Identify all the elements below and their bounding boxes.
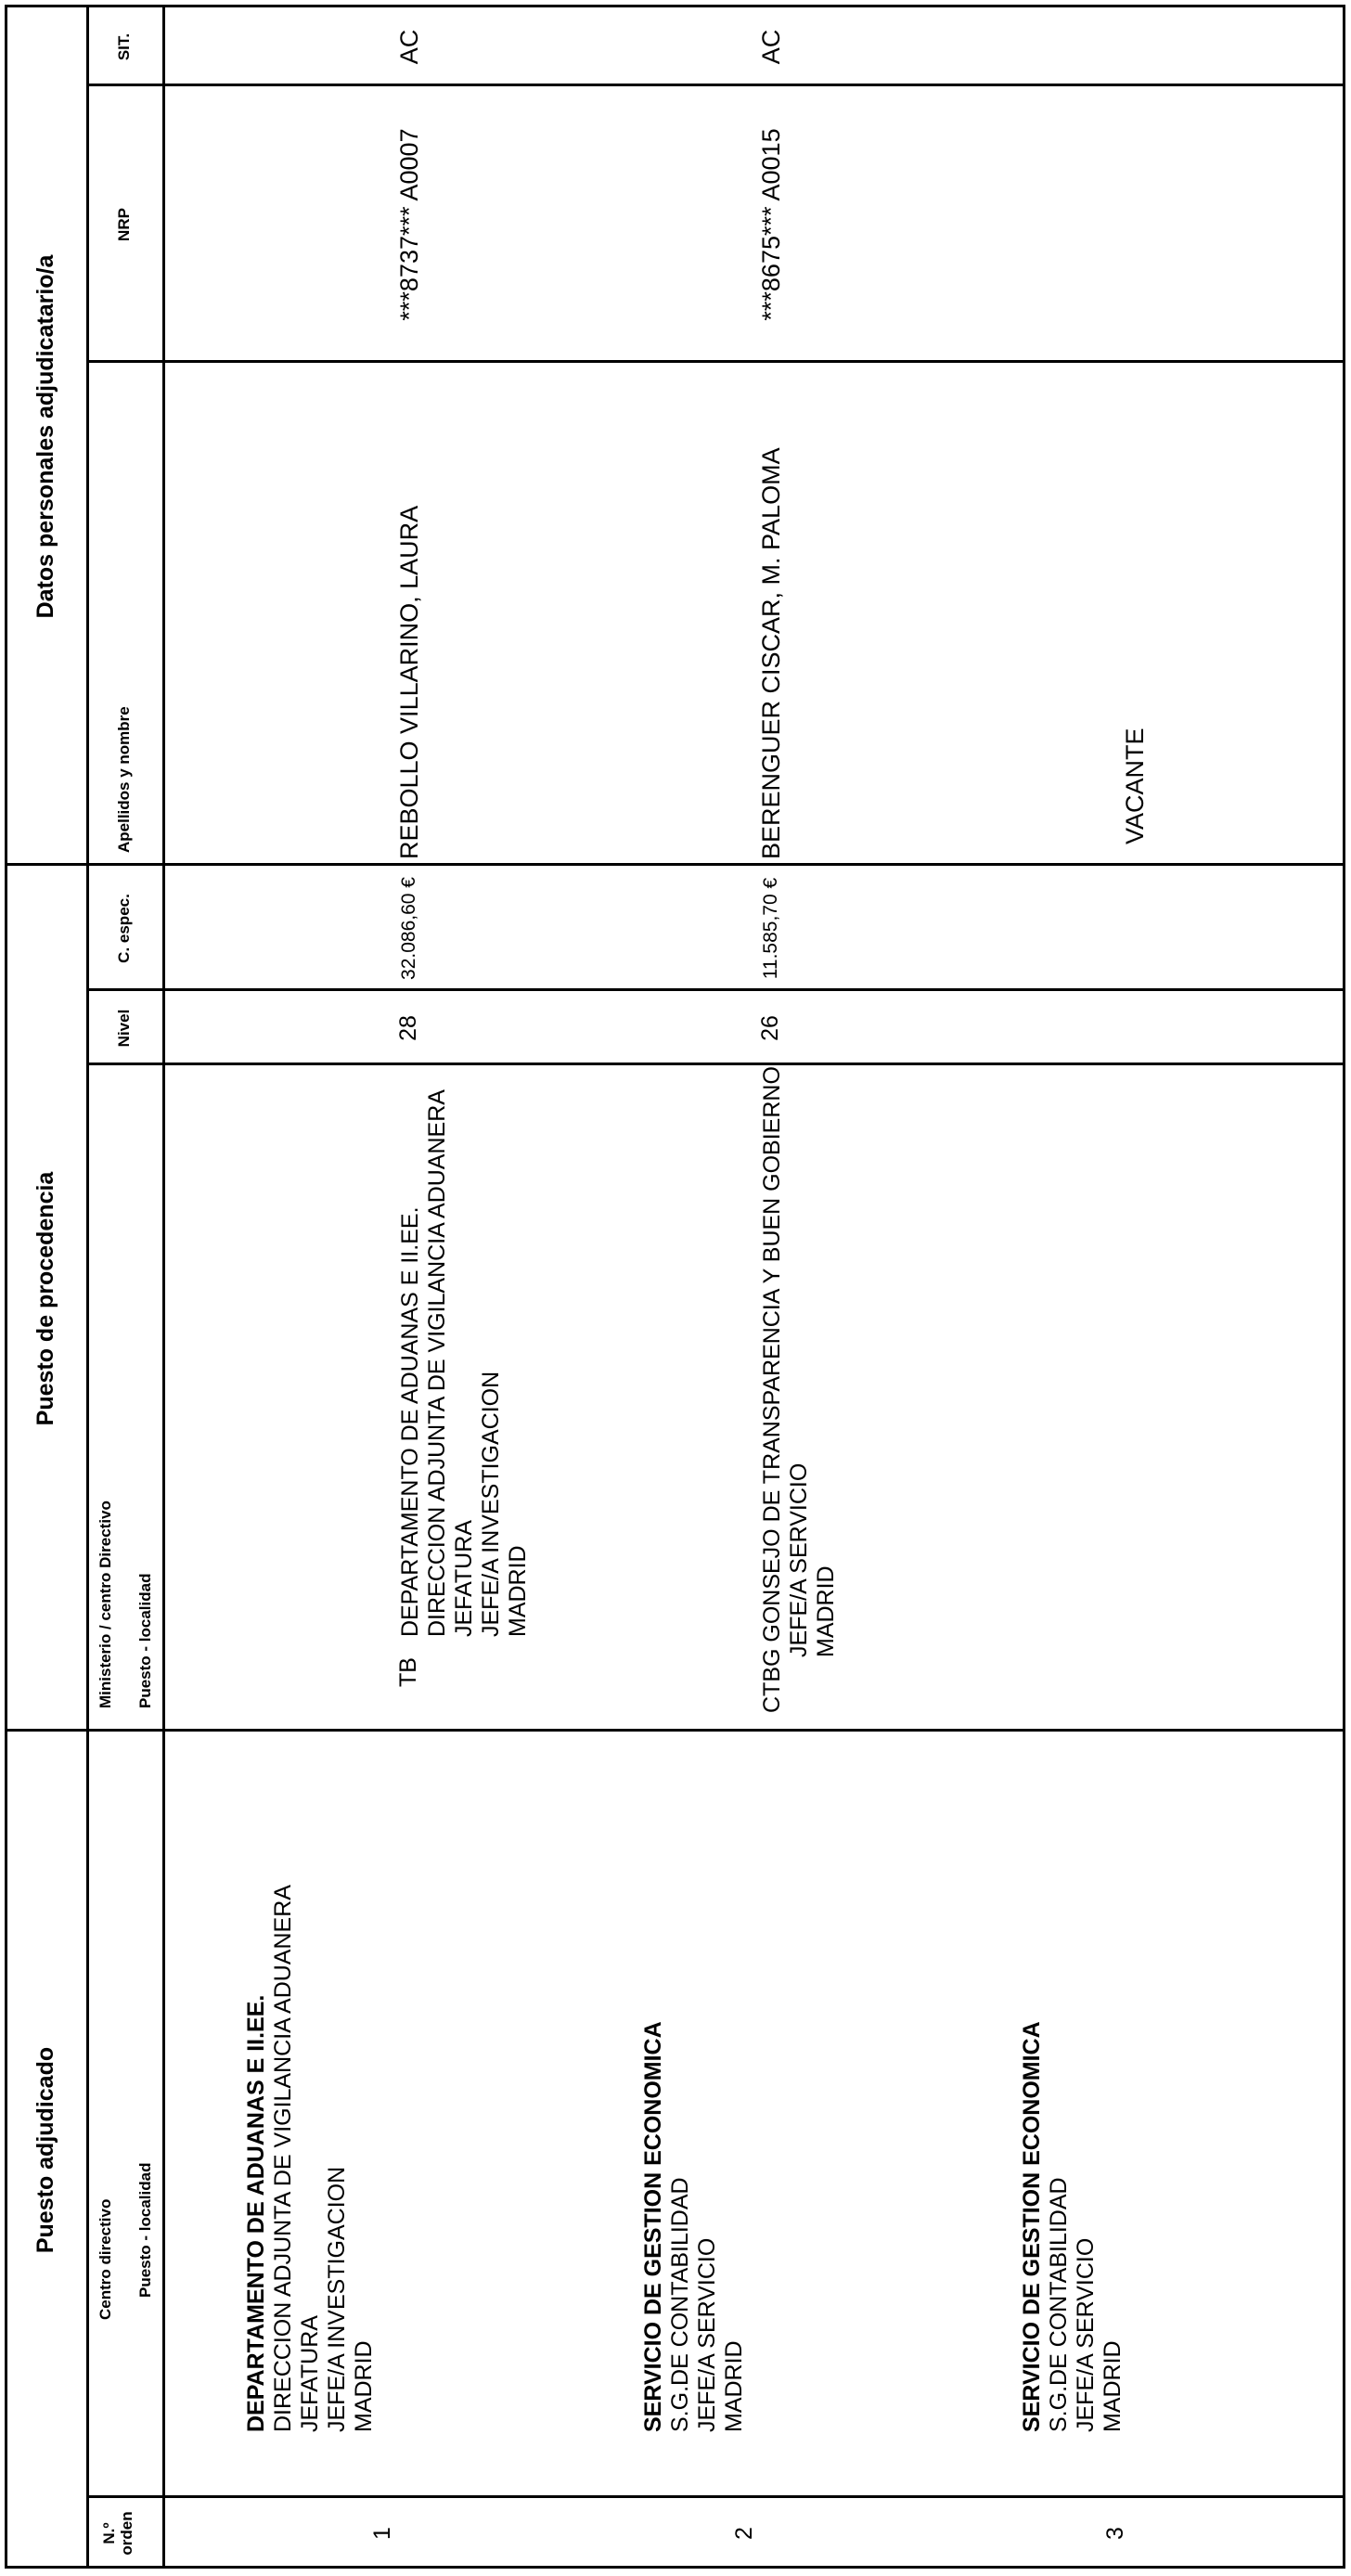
row-2-nivel: 26	[757, 1015, 783, 1041]
row-2-proc-line1: CTBG GONSEJO DE TRANSPARENCIA Y BUEN GOBIERNO	[759, 1066, 785, 1713]
row-3-adjudicado	[1019, 2021, 1126, 2432]
nivel-divider-left	[86, 1063, 1345, 1065]
row-1-adj-line4: MADRID	[351, 2340, 377, 2432]
row-3-apellidos: VACANTE	[1121, 728, 1149, 844]
row-2-adj-line2: JEFE/A SERVICIO	[694, 2237, 720, 2432]
col-header-orden	[100, 2498, 135, 2569]
border-right	[5, 5, 1345, 7]
header-divider-1	[86, 5, 89, 2569]
row-2-adj-line1: S.G.DE CONTABILIDAD	[667, 2177, 693, 2432]
row-3-adj-title: SERVICIO DE GESTION ECONOMICA	[1019, 2021, 1045, 2432]
col-header-ministerio-1: Ministerio / centro Directivo	[96, 1501, 114, 1708]
col-header-sit: SIT.	[115, 32, 133, 61]
col-header-orden-1: N.º	[100, 2522, 118, 2544]
row-2-nrp: ***8675*** A0015	[757, 128, 785, 321]
row-1-adj-line3: JEFE/A INVESTIGACION	[324, 2166, 350, 2432]
orden-divider	[86, 2495, 1345, 2498]
row-1-cespec: 32.086,60 €	[398, 877, 419, 980]
row-2-adj-title: SERVICIO DE GESTION ECONOMICA	[640, 2021, 666, 2432]
row-1-proc-code: TB	[395, 1657, 421, 1687]
group-header-datos: Datos personales adjudicatario/a	[32, 254, 58, 619]
col-header-orden-2: orden	[118, 2511, 135, 2556]
row-1-sit: AC	[395, 29, 423, 65]
row-1-proc-line1: DEPARTAMENTO DE ADUANAS E II.EE.	[397, 1206, 423, 1637]
group-divider-2	[5, 863, 1345, 866]
row-3-adj-line1: S.G.DE CONTABILIDAD	[1046, 2177, 1072, 2432]
row-1-procedencia	[397, 1089, 532, 1637]
group-header-adjudicado: Puesto adjudicado	[32, 2046, 58, 2254]
group-header-procedencia: Puesto de procedencia	[32, 1171, 58, 1426]
border-left	[5, 2566, 1345, 2569]
row-2-proc-line3: MADRID	[813, 1565, 839, 1657]
col-header-ministerio-2: Puesto - localidad	[136, 1573, 154, 1708]
row-2-proc-line2: JEFE/A SERVICIO	[786, 1462, 812, 1657]
row-1-proc-line2: DIRECCION ADJUNTA DE VIGILANCIA ADUANERA	[424, 1089, 450, 1637]
row-1-nrp: ***8737*** A0007	[395, 128, 423, 321]
row-1-adj-line2: JEFATURA	[297, 2315, 323, 2432]
nrp-divider	[86, 360, 1345, 363]
col-header-nivel: Nivel	[115, 1009, 133, 1048]
row-1-proc-line5: MADRID	[505, 1545, 531, 1637]
header-divider-2	[162, 5, 165, 2569]
col-header-cespec: C. espec.	[115, 894, 133, 963]
row-1-nivel: 28	[395, 1015, 421, 1041]
col-header-apellidos: Apellidos y nombre	[115, 706, 133, 853]
row-1-proc-line3: JEFATURA	[451, 1520, 477, 1637]
row-2-sit: AC	[757, 29, 785, 65]
group-divider-1	[5, 1729, 1345, 1732]
row-1-adjudicado	[243, 1885, 378, 2432]
row-3-orden: 3	[1102, 2527, 1128, 2540]
row-1-apellidos: REBOLLO VILLARINO, LAURA	[395, 505, 423, 859]
row-2-orden: 2	[731, 2527, 757, 2540]
border-top	[5, 5, 7, 2569]
row-1-adj-line1: DIRECCION ADJUNTA DE VIGILANCIA ADUANERA	[270, 1885, 296, 2432]
border-bottom	[1343, 5, 1345, 2569]
row-1-adj-title: DEPARTAMENTO DE ADUANAS E II.EE.	[243, 1994, 269, 2432]
col-header-centro-1: Centro directivo	[96, 2198, 114, 2320]
row-2-cespec: 11.585,70 €	[760, 877, 781, 980]
row-3-adj-line2: JEFE/A SERVICIO	[1073, 2237, 1099, 2432]
row-3-adj-line3: MADRID	[1100, 2340, 1126, 2432]
row-1-orden: 1	[369, 2527, 395, 2540]
row-2-adjudicado	[640, 2021, 748, 2432]
row-2-adj-line3: MADRID	[721, 2340, 747, 2432]
row-1-proc-line4: JEFE/A INVESTIGACION	[478, 1371, 504, 1637]
row-2-procedencia	[759, 1066, 840, 1713]
col-header-nrp: NRP	[115, 208, 133, 241]
row-2-apellidos: BERENGUER CISCAR, M. PALOMA	[757, 447, 785, 859]
nivel-divider-right	[86, 988, 1345, 991]
sit-divider	[86, 84, 1345, 86]
col-header-centro-2: Puesto - localidad	[136, 2162, 154, 2298]
